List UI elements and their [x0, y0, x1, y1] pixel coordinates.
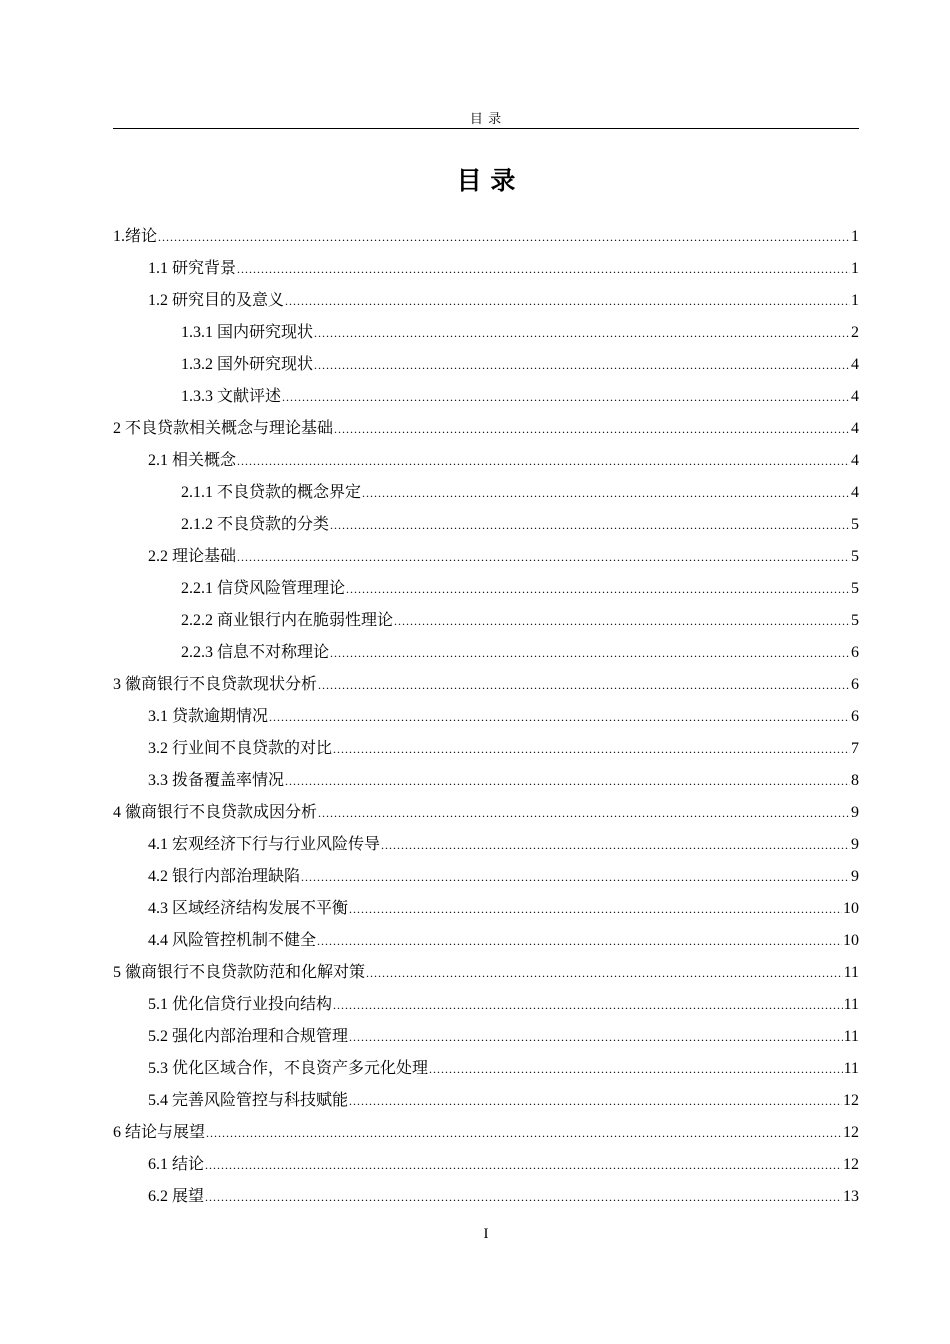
page-number: I — [483, 1226, 489, 1242]
toc-dot-leader — [282, 381, 850, 413]
toc-entry-label: 2.2.3 信息不对称理论 — [181, 644, 330, 661]
toc-entry-label: 3.3 拨备覆盖率情况 — [148, 772, 285, 789]
toc-entry-label: 1.3.1 国内研究现状 — [181, 324, 314, 341]
toc-dot-leader — [333, 733, 850, 765]
toc-dot-leader — [285, 285, 850, 317]
toc-entry-label: 6.2 展望 — [148, 1188, 205, 1205]
toc-entry-page: 11 — [843, 996, 859, 1013]
toc-entry-page: 5 — [851, 612, 859, 629]
toc-dot-leader — [318, 797, 850, 829]
toc-entry-label: 5 徽商银行不良贷款防范和化解对策 — [113, 964, 366, 981]
toc-entry-page: 1 — [851, 260, 859, 277]
toc-entry-page: 10 — [843, 900, 859, 917]
toc-entry[interactable] — [113, 701, 859, 733]
toc-entry[interactable] — [113, 829, 859, 861]
toc-entry-label: 4.3 区域经济结构发展不平衡 — [148, 900, 349, 917]
toc-entry[interactable] — [113, 733, 859, 765]
toc-entry-page: 5 — [851, 548, 859, 565]
toc-entry[interactable] — [113, 413, 859, 445]
toc-entry-page: 5 — [851, 580, 859, 597]
toc-dot-leader — [237, 541, 850, 573]
toc-entry-page: 6 — [851, 708, 859, 725]
toc-entry-label: 4.2 银行内部治理缺陷 — [148, 868, 301, 885]
toc-dot-leader — [205, 1181, 842, 1213]
toc-entry-page: 10 — [843, 932, 859, 949]
toc-entry-page: 4 — [851, 388, 859, 405]
toc-entry-page: 6 — [851, 676, 859, 693]
toc-entry[interactable] — [113, 1117, 859, 1149]
toc-entry-page: 4 — [851, 420, 859, 437]
toc-entry-page: 11 — [843, 1028, 859, 1045]
toc-entry-page: 12 — [843, 1092, 859, 1109]
page-title: 目 录 — [456, 166, 516, 195]
toc-entry-page: 5 — [851, 516, 859, 533]
toc-entry-page: 11 — [843, 964, 859, 981]
toc-entry[interactable] — [113, 285, 859, 317]
toc-dot-leader — [394, 605, 850, 637]
table-of-contents — [113, 221, 859, 1213]
toc-entry-label: 2.1 相关概念 — [148, 452, 237, 469]
toc-dot-leader — [333, 989, 843, 1021]
toc-entry[interactable] — [113, 1021, 859, 1053]
toc-entry[interactable] — [113, 477, 859, 509]
toc-entry-label: 3.2 行业间不良贷款的对比 — [148, 740, 333, 757]
toc-entry[interactable] — [113, 349, 859, 381]
toc-entry-label: 3 徽商银行不良贷款现状分析 — [113, 676, 318, 693]
header-rule — [113, 128, 859, 129]
toc-dot-leader — [237, 253, 850, 285]
toc-entry-label: 5.2 强化内部治理和合规管理 — [148, 1028, 349, 1045]
toc-entry[interactable] — [113, 989, 859, 1021]
running-header: 目 录 — [469, 111, 503, 126]
toc-entry-label: 5.1 优化信贷行业投向结构 — [148, 996, 333, 1013]
toc-entry-label: 1.绪论 — [113, 228, 158, 245]
toc-entry[interactable] — [113, 253, 859, 285]
toc-entry-page: 1 — [851, 228, 859, 245]
toc-dot-leader — [237, 445, 850, 477]
toc-entry-page: 6 — [851, 644, 859, 661]
toc-entry-label: 1.3.2 国外研究现状 — [181, 356, 314, 373]
toc-entry-page: 8 — [851, 772, 859, 789]
toc-entry[interactable] — [113, 669, 859, 701]
toc-entry[interactable] — [113, 861, 859, 893]
toc-entry-label: 6.1 结论 — [148, 1156, 205, 1173]
toc-entry-label: 5.3 优化区域合作，不良资产多元化处理 — [148, 1060, 429, 1077]
toc-entry-page: 12 — [843, 1124, 859, 1141]
toc-entry[interactable] — [113, 893, 859, 925]
toc-entry-page: 9 — [851, 868, 859, 885]
toc-dot-leader — [366, 957, 843, 989]
toc-entry[interactable] — [113, 1085, 859, 1117]
toc-entry-page: 13 — [843, 1188, 859, 1205]
toc-dot-leader — [429, 1053, 843, 1085]
toc-entry-label: 1.1 研究背景 — [148, 260, 237, 277]
toc-entry-page: 4 — [851, 484, 859, 501]
toc-entry-page: 12 — [843, 1156, 859, 1173]
toc-entry-label: 2.1.2 不良贷款的分类 — [181, 516, 330, 533]
toc-entry-label: 1.2 研究目的及意义 — [148, 292, 285, 309]
toc-entry-label: 2.2.2 商业银行内在脆弱性理论 — [181, 612, 394, 629]
toc-dot-leader — [206, 1117, 842, 1149]
toc-entry[interactable] — [113, 445, 859, 477]
toc-entry-page: 9 — [851, 804, 859, 821]
toc-entry[interactable] — [113, 1053, 859, 1085]
toc-entry-label: 2.2 理论基础 — [148, 548, 237, 565]
toc-entry-label: 4.1 宏观经济下行与行业风险传导 — [148, 836, 381, 853]
toc-entry[interactable] — [113, 317, 859, 349]
toc-entry-label: 4 徽商银行不良贷款成因分析 — [113, 804, 318, 821]
toc-dot-leader — [330, 509, 850, 541]
toc-entry-label: 2.1.1 不良贷款的概念界定 — [181, 484, 362, 501]
toc-entry-page: 2 — [851, 324, 859, 341]
toc-entry-page: 1 — [851, 292, 859, 309]
toc-dot-leader — [362, 477, 850, 509]
toc-entry-label: 3.1 贷款逾期情况 — [148, 708, 269, 725]
toc-dot-leader — [285, 765, 850, 797]
toc-entry[interactable] — [113, 957, 859, 989]
toc-entry-label: 1.3.3 文献评述 — [181, 388, 282, 405]
toc-entry[interactable] — [113, 1181, 859, 1213]
toc-entry[interactable] — [113, 573, 859, 605]
toc-entry-page: 4 — [851, 356, 859, 373]
toc-entry[interactable] — [113, 637, 859, 669]
toc-entry-label: 6 结论与展望 — [113, 1124, 206, 1141]
toc-dot-leader — [301, 861, 850, 893]
toc-entry-page: 11 — [843, 1060, 859, 1077]
toc-dot-leader — [314, 349, 850, 381]
toc-entry-label: 5.4 完善风险管控与科技赋能 — [148, 1092, 349, 1109]
toc-entry-label: 2 不良贷款相关概念与理论基础 — [113, 420, 334, 437]
toc-entry[interactable] — [113, 541, 859, 573]
toc-dot-leader — [334, 413, 850, 445]
toc-entry-label: 4.4 风险管控机制不健全 — [148, 932, 317, 949]
toc-dot-leader — [346, 573, 850, 605]
toc-entry[interactable] — [113, 925, 859, 957]
toc-entry[interactable] — [113, 765, 859, 797]
toc-dot-leader — [317, 925, 842, 957]
toc-dot-leader — [318, 669, 850, 701]
toc-entry-page: 4 — [851, 452, 859, 469]
toc-dot-leader — [314, 317, 850, 349]
toc-dot-leader — [269, 701, 850, 733]
toc-dot-leader — [349, 1085, 842, 1117]
toc-entry[interactable] — [113, 509, 859, 541]
toc-dot-leader — [349, 893, 842, 925]
toc-entry[interactable] — [113, 797, 859, 829]
toc-dot-leader — [330, 637, 850, 669]
toc-dot-leader — [349, 1021, 843, 1053]
toc-entry-page: 7 — [851, 740, 859, 757]
toc-entry-page: 9 — [851, 836, 859, 853]
toc-entry[interactable] — [113, 605, 859, 637]
toc-dot-leader — [158, 221, 850, 253]
toc-dot-leader — [381, 829, 850, 861]
toc-entry[interactable] — [113, 381, 859, 413]
toc-entry[interactable] — [113, 1149, 859, 1181]
toc-dot-leader — [205, 1149, 842, 1181]
toc-entry[interactable] — [113, 221, 859, 253]
toc-entry-label: 2.2.1 信贷风险管理理论 — [181, 580, 346, 597]
